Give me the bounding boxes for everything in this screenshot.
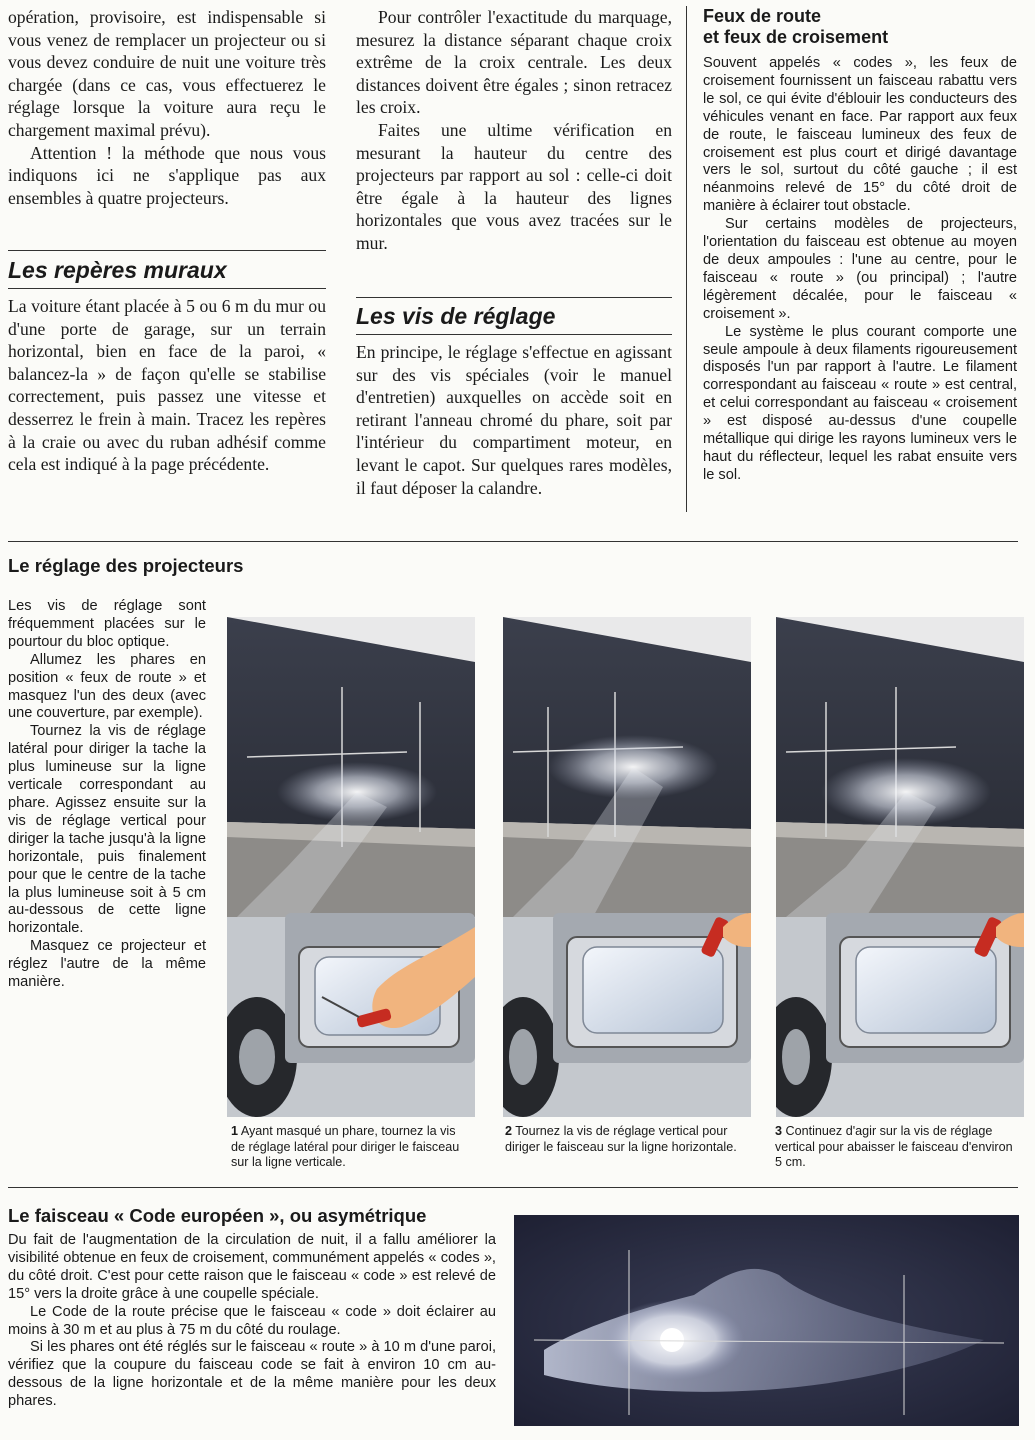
caption-number: 2 xyxy=(505,1124,513,1138)
photo-code-beam xyxy=(514,1215,1019,1426)
paragraph: Si les phares ont été réglés sur le faisceau « route » à 10 m d'une paroi, vérifiez que la coupure du faisceau code se fait à environ 10 cm au-dessous de la ligne horizontale et de la même manière pour les deux phares. xyxy=(8,1339,496,1410)
divider xyxy=(8,288,326,289)
paragraph: Souvent appelés « codes », les feux de croisement fournissent un faisceau rabattu vers le sol, ce qui évite d'éblouir les conducteurs des véhicules venant en face. Par rapport aux feux de route, le faisceau lumineux des feux de croisement est plus court et dirigé davantage vers le sol, surtout du côté gauche ; il est néanmoins relevé de 15° du côté droit de manière à éclairer tout obstacle. xyxy=(703,55,1017,215)
photo-step-2 xyxy=(503,617,751,1117)
paragraph: En principe, le réglage s'effectue en agissant sur des vis spéciales (voir le manuel d'entretien) auxquelles on accède soit en retirant l'anneau chromé du phare, soit par l'intérieur du compartiment moteur, en levant le capot. Sur quelques rares modèles, il faut déposer la calandre. xyxy=(356,342,672,498)
divider xyxy=(8,250,326,251)
illustration xyxy=(503,617,751,1117)
paragraph: Sur certains modèles de projecteurs, l'orientation du faisceau est obtenue au moyen de deux ampoules : l'une au centre, pour le faisceau « route » (ou principal) ; l'autre légèrement décalée, pour le faisceau « croisement ». xyxy=(703,216,1017,322)
section-heading-vis: Les vis de réglage xyxy=(356,303,556,329)
beam-pattern-illustration xyxy=(514,1215,1019,1426)
paragraph: La voiture étant placée à 5 ou 6 m du mur ou d'une porte de garage, sur un terrain horizontal, bien en face de la paroi, « balancez-la » de façon qu'elle se stabilise correctement, puis passez une vitesse et desserrez le frein à main. Tracez les repères à la craie ou avec du ruban adhésif comme cela est indiqué à la page précédente. xyxy=(8,296,326,475)
section-heading-code-europeen: Le faisceau « Code européen », ou asymétrique xyxy=(8,1205,427,1226)
section-divider xyxy=(8,1187,1018,1188)
column-separator xyxy=(686,6,687,512)
caption-3 xyxy=(775,1124,1017,1171)
section-3-heading-wrap xyxy=(8,1205,508,1227)
photo-step-1 xyxy=(227,617,475,1117)
caption-1 xyxy=(231,1124,473,1171)
section-heading-reglage: Le réglage des projecteurs xyxy=(8,555,244,576)
paragraph: Le système le plus courant comporte une seule ampoule à deux filaments rigoureusement disposés l'un par rapport à l'autre. Le filament correspondant au faisceau « route » est central, et celui correspondant au faisceau « croisement » est disposé au-dessus d'une coupelle métallique qui dirige les rayons lumineux vers le haut du réflecteur, lequel les rabat ensuite vers le sol. xyxy=(703,323,1017,483)
section-heading-feux xyxy=(703,6,1017,48)
paragraph: Allumez les phares en position « feux de route » et masquez l'un des deux (avec une couverture, par exemple). xyxy=(8,651,206,722)
section-heading-reperes: Les repères muraux xyxy=(8,257,227,283)
heading-line: et feux de croisement xyxy=(703,27,889,47)
section-divider xyxy=(8,541,1018,542)
caption-text: Tournez la vis de réglage vertical pour diriger le faisceau sur la ligne horizontale. xyxy=(505,1124,737,1154)
illustration xyxy=(227,617,475,1117)
column-2-body xyxy=(356,341,672,499)
paragraph: opération, provisoire, est indispensable si vous venez de remplacer un projecteur ou si vous devez conduire de nuit une voiture très chargée (dans ce cas, vous effectuerez le réglage lorsque la voiture aura reçu le chargement maximal prévu). xyxy=(8,7,326,140)
caption-number: 1 xyxy=(231,1124,239,1138)
column-1 xyxy=(8,6,326,209)
section-2-text xyxy=(8,598,206,992)
caption-2 xyxy=(505,1124,747,1155)
paragraph: Attention ! la méthode que nous vous indiquons ici ne s'applique pas aux ensembles à quatre projecteurs. xyxy=(8,142,326,208)
paragraph: Le Code de la route précise que le faisceau « code » doit éclairer au moins à 30 m et au plus à 75 m du côté du roulage. xyxy=(8,1303,496,1338)
paragraph: Faites une ultime vérification en mesurant la hauteur du centre des projecteurs par rapport au sol : celle-ci doit être égale à la hauteur des lignes horizontales que vous avez tracées sur le mur. xyxy=(356,119,672,253)
caption-text: Ayant masqué un phare, tournez la vis de réglage latéral pour diriger le faisceau sur la ligne verticale. xyxy=(231,1124,460,1169)
section-3-text xyxy=(8,1232,496,1411)
divider xyxy=(356,334,672,335)
caption-number: 3 xyxy=(775,1124,783,1138)
paragraph: Pour contrôler l'exactitude du marquage, mesurez la distance séparant chaque croix extrême de la croix centrale. Les deux distances doivent être égales ; sinon retracez les croix. xyxy=(356,7,672,118)
column-3 xyxy=(703,6,1017,48)
paragraph: Masquez ce projecteur et réglez l'autre de la même manière. xyxy=(8,938,206,991)
column-3-body xyxy=(703,55,1017,485)
divider xyxy=(356,297,672,298)
section-2-heading-wrap xyxy=(8,555,608,577)
caption-text: Continuez d'agir sur la vis de réglage vertical pour abaisser le faisceau d'environ 5 cm. xyxy=(775,1124,1013,1169)
heading-line: Feux de route xyxy=(703,6,822,26)
column-2 xyxy=(356,6,672,255)
column-1-body xyxy=(8,295,326,476)
column-1-heading-wrap xyxy=(8,257,326,284)
paragraph: Tournez la vis de réglage latéral pour diriger la tache la plus lumineuse sur la ligne verticale correspondant au phare. Agissez ensuite sur la vis de réglage vertical pour diriger la tache jusqu'à la ligne horizontale, puis finalement pour que le centre de la tache la plus lumineuse soit à 5 cm au-dessous de cette ligne horizontale. xyxy=(8,723,206,937)
paragraph: Les vis de réglage sont fréquemment placées sur le pourtour du bloc optique. xyxy=(8,598,206,650)
column-2-heading-wrap xyxy=(356,303,672,330)
paragraph: Du fait de l'augmentation de la circulation de nuit, il a fallu améliorer la visibilité obtenue en feux de croisement, communément appelés « codes », du côté droit. C'est pour cette raison que le faisceau « code » est relevé de 15° vers la droite grâce à une coupelle spéciale. xyxy=(8,1232,496,1302)
illustration xyxy=(776,617,1024,1117)
photo-step-3 xyxy=(776,617,1024,1117)
